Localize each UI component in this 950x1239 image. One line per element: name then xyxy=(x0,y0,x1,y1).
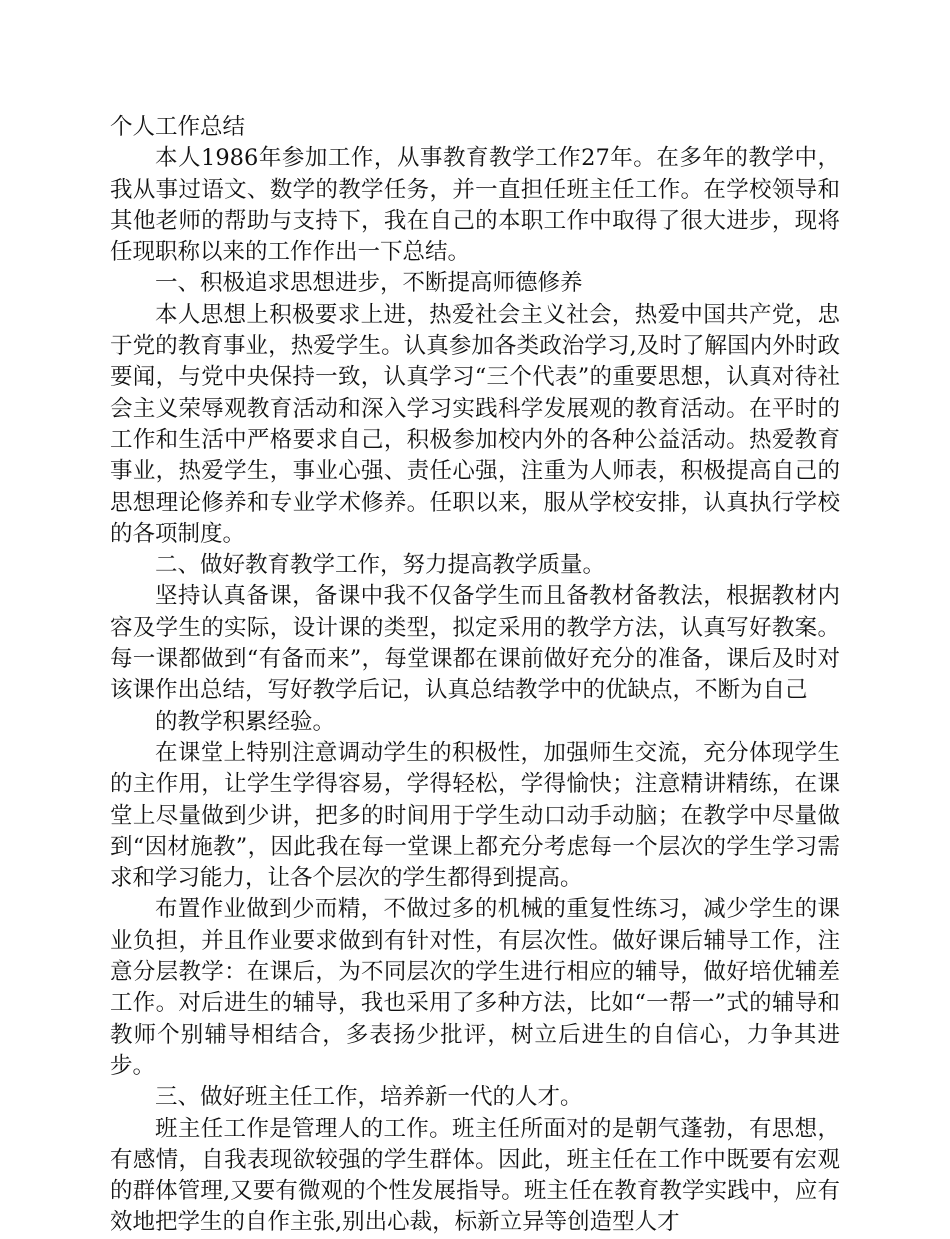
document-title: 个人工作总结 xyxy=(110,114,246,140)
paragraph-classroom: 在课堂上特别注意调动学生的积极性，加强师生交流，充分体现学生的主作用，让学生学得容易，学得轻松，学得愉快；注意精讲精练，在课堂上尽量做到少讲，把多的时间用于学生动口动手动脑；在教学中尽量做到“因材施教”，因此我在每一堂课上都充分考虑每一个层次的学生学习需求和学习能力，让各个层次的学生都得到提高。 xyxy=(110,739,840,892)
paragraph-intro: 本人1986年参加工作，从事教育教学工作27年。在多年的教学中，我从事过语文、数学的教学任务，并一直担任班主任工作。在学校领导和其他老师的帮助与支持下，我在自己的本职工作中取得了很大进步，现将任现职称以来的工作作出一下总结。 xyxy=(110,145,840,266)
document-body xyxy=(110,112,840,1239)
section-heading-2: 二、做好教育教学工作，努力提高教学质量。 xyxy=(155,552,606,579)
paragraph-homework: 布置作业做到少而精，不做过多的机械的重复性练习，减少学生的课业负担，并且作业要求做到有针对性，有层次性。做好课后辅导工作，注意分层教学：在课后，为不同层次的学生进行相应的辅导，做好培优辅差工作。对后进生的辅导，我也采用了多种方法，比如“一帮一”式的辅导和教师个别辅导相结合，多表扬少批评，树立后进生的自信心，力争其进步。 xyxy=(110,896,840,1079)
paragraph-lesson-prep-cont: 的教学积累经验。 xyxy=(155,708,336,735)
paragraph-class-teacher: 班主任工作是管理人的工作。班主任所面对的是朝气蓬勃，有思想，有感情，自我表现欲较强的学生群体。因此，班主任在工作中既要有宏观的群体管理,又要有微观的个性发展指导。班主任在教育教学实践中，应有效地把学生的自作主张,别出心裁，标新立异等创造型人才 xyxy=(110,1115,840,1236)
section-heading-1: 一、积极追求思想进步，不断提高师德修养 xyxy=(155,270,583,297)
section-heading-3: 三、做好班主任工作，培养新一代的人才。 xyxy=(155,1084,583,1111)
paragraph-lesson-prep: 坚持认真备课，备课中我不仅备学生而且备教材备教法，根据教材内容及学生的实际，设计课的类型，拟定采用的教学方法，认真写好教案。每一课都做到“有备而来”，每堂课都在课前做好充分的准备，课后及时对该课作出总结，写好教学后记，认真总结教学中的优缺点，不断为自己 xyxy=(110,583,840,704)
paragraph-ideology: 本人思想上积极要求上进，热爱社会主义社会，热爱中国共产党，忠于党的教育事业，热爱学生。认真参加各类政治学习,及时了解国内外时政要闻，与党中央保持一致，认真学习“三个代表”的重要思想，认真对待社会主义荣辱观教育活动和深入学习实践科学发展观的教育活动。在平时的工作和生活中严格要求自己，积极参加校内外的各种公益活动。热爱教育事业，热爱学生，事业心强、责任心强，注重为人师表，积极提高自己的思想理论修养和专业学术修养。任职以来，服从学校安排，认真执行学校的各项制度。 xyxy=(110,301,840,547)
